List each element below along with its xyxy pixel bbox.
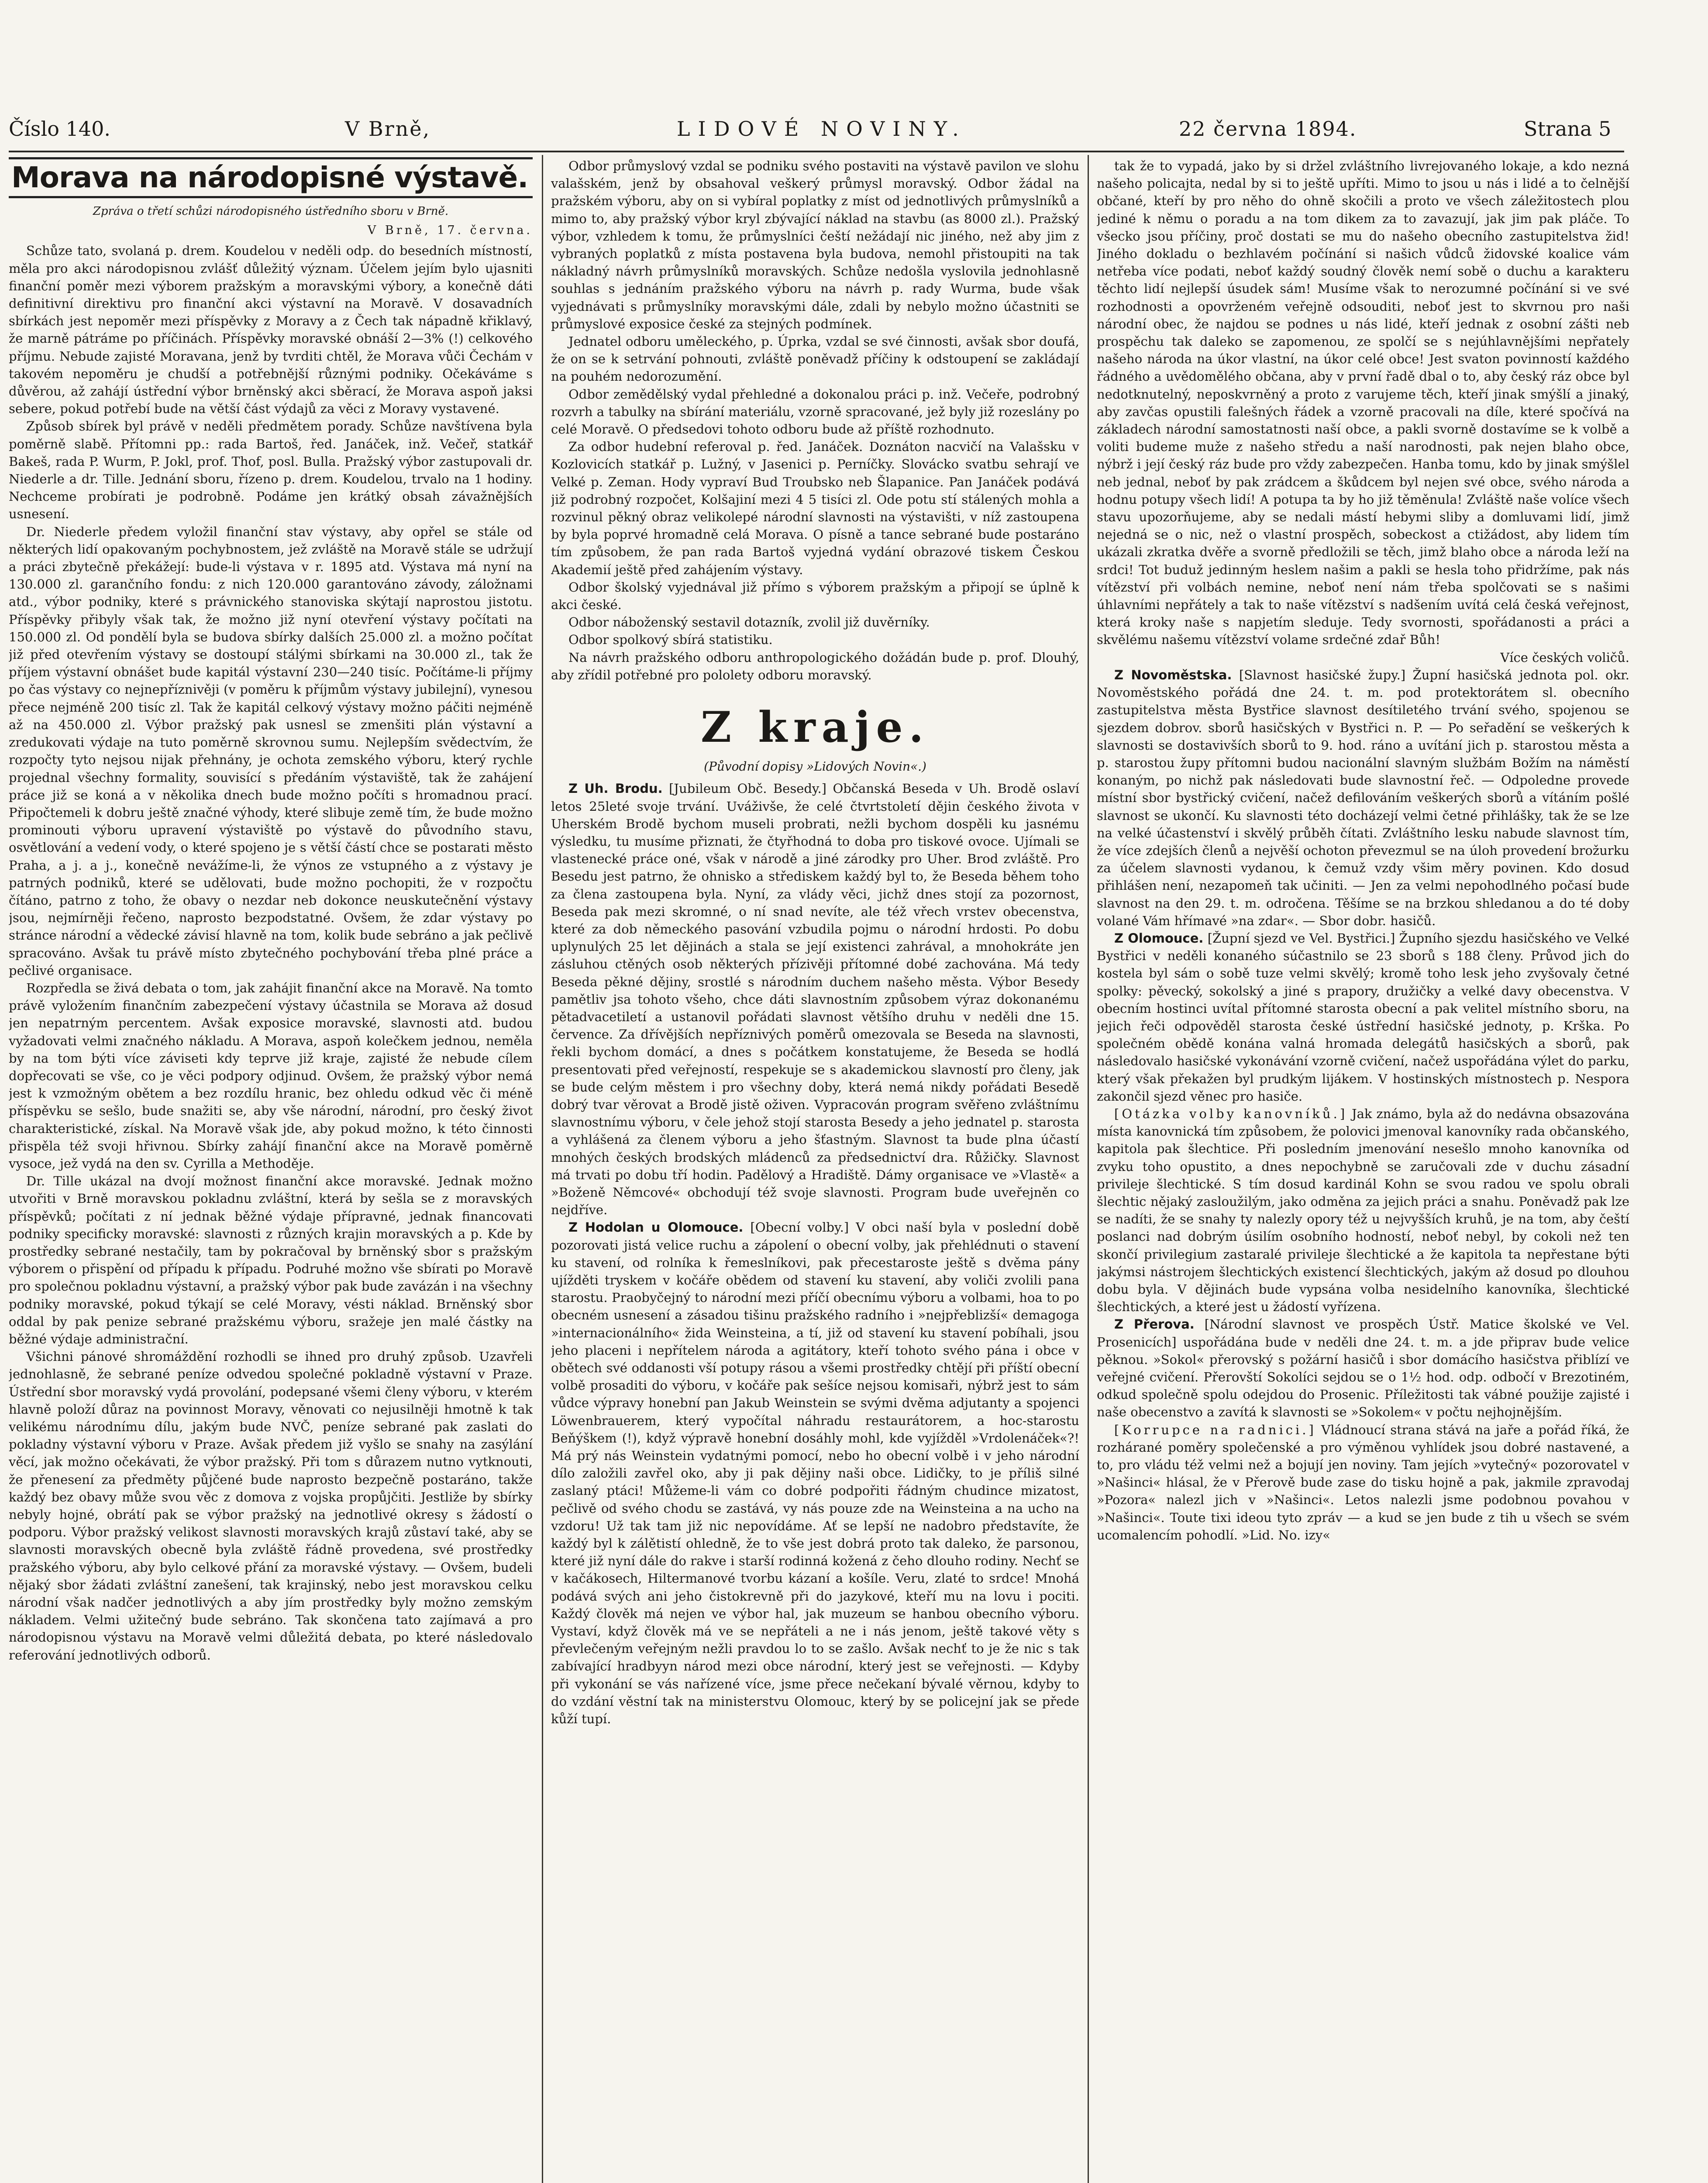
paragraph: Dr. Niederle předem vyložil finanční stav výstavy, aby opřel se stále od některých lidí opakovaným pochybnostem, jež zvláště na Moravě stále se udržují a práci zbytečně překážejí: bude-li výstava v r. 1895 atd. Výstava má nyní na 130.000 zl. garančního fondu: z nich 120.000 garantováno závody, záložnami atd., výbor podniky, které s právnického stanoviska skýtají naprostou jistotu. Příspěvky přibyly však tak, že možno již nyní otevření výstavy počítati na 150.000 zl. Od pondělí byla se budova sbírky dalších 25.000 zl. a možno počítat již před otevřením výstavy se dostoupí stálými sbírkami na 30.000 zl., tak že příjem výstavní obnášet bude kapitál výstavní 230—240 tisíc. Počítáme-li příjmy po čas výstavy co nejnepříznivěji (v poměru k příjmům výstavy jubilejní), vynesou přece nejméně 200 tisíc zl. Tak že kapitál celkový výstavy možno páčiti nejméně až na 450.000 zl. Výbor pražský pak usnesl se zmenšiti plán výstavní a zredukovati výdaje na tuto poměrně skrovnou sumu. Nejlepším svědectvím, že rozpočty tyto nejsou nijak přehnány, je ochota zemského výboru, který rychle projednal všechny formality, souvisící s předáním výstaviště, tak že zahájení práce již se koná a v několika dnech bude možno počíti s hromadnou prací. Připočtemeli k dobru ještě značné výhody, které slibuje země tím, že bude možno prominouti výboru upravení výstaviště po výstavě do původního stavu, osvětlování a vedení vody, o které spojeno je s větší částí chce se postarati město Praha, a j. a j., konečně nevážíme-li, že výnos ze vstupného a z výstavy je patrných podniků, které se udělovati, bude možno pochopiti, že v rozpočtu čítáno, patrno z toho, že obavy o nezdar neb dokonce neuskutečnění výstavy jsou, nejmírněji řečeno, naprosto bezpodstatné. Ovšem, že zdar výstavy po stránce národní a vědecké závisí hlavně na tom, kolik bude sebráno a jak pečlivě spracováno. Avšak tu právě místo zbytečného pochybování třeba plné práce a pečlivé organisace. [9, 524, 533, 978]
news-text: [Národní slavnost ve prospěch Ústř. Matice školské ve Vel. Prosenicích] uspořádána bude v neděli dne 24. t. m. a jde připrav bude velice pěknou. »Sokol« přerovský s požární hasičů i sbor domácího hasičstva přiblízí ve veřejné cvičení. Přerovští Sokolíci sejdou se o 1½ hod. odp. odbočí v Brezotiném, odkud společně spolu odejdou do Prosenic. Příležitosti tak vábné použije zajisté i naše obecenstvo a zavítá k slavnosti se »Sokolem« v počtu nejhojnějším. [1097, 1317, 1629, 1420]
news-text: [Slavnost hasičské župy.] Župní hasičská jednota pol. okr. Novoměstského pořádá dne 24. t. m. pod protektorátem sl. obecního zastupitelstva města Bystřice slavnost desítiletého trvání svého, spojenou se sjezdem dobrov. sborů hasičských v Bystřici n. P. — Po seřadění se veškerých k slavnosti se dostavivších sborů to 9. hod. ráno a uvítání jich p. starostou města a p. starostou župy přítomni budou nacionální slavným službám Božím na náměstí konaným, po nichž pak následovati bude slavnostní řeč. — Odpoledne provede místní sbor bystřický cvičení, načež defilováním veškerých sborů a vítáním pošlé slavnost se ukončí. Ku slavnosti této docházejí velmi četné přihlášky, tak že se lze na velké účastenství i skvělý průběh čítati. Zvláštního lesku nabude slavnost tím, že více zdejších členů a nejvěší ochoton převezmul se na úloh provedení brožurku za účelem slavnosti vydanou, k čemuž vzdy všim měry povinen. Kdo dosud přihlášen není, nezapomeň tak učiniti. — Jen za velmi nepohodlného počasí bude slavnost na den 29. t. m. odročena. Těšíme se na brzkou shledanou a do té doby volané Vám hřímavé »na zdar«. — Sbor dobr. hasičů. [1097, 667, 1629, 928]
masthead-rule [9, 151, 1624, 152]
paragraph: Rozpředla se živá debata o tom, jak zahájit finanční akce na Moravě. Na tomto právě vyložením finančním zabezpečení výstavy účastnila se Morava až dosud jen nepatrným percentem. Avšak exposice moravské, slavnosti atd. budou vyžadovati velmi značného nákladu. A Morava, aspoň kolečkem jednou, neměla by na tom býti více záviseti kdy teprve již kraje, zajisté že nebude cílem dopřecovati se vše, co je věci podpory odjinud. Ovšem, že pražský výbor nemá jest k vzmožným obětem a bez rozdílu hranic, bez ohledu odkud věc či méně příspěvku se sešlo, bude snažiti se, aby vše národní, národní, pro český život charakteristické, získal. Na Moravě však jde, aby pokud možno, k této činnosti přispěla též svoji hřivnou. Sbírky zahájí finanční akce na Moravě poměrně vysoce, jež vydá na den sv. Cyrilla a Methoděje. [9, 980, 533, 1171]
masthead [9, 111, 1620, 146]
masthead-city: V Brně, [345, 117, 431, 141]
paragraph: Schůze tato, svolaná p. drem. Koudelou v neděli odp. do besedních místností, měla pro akci národopisnou zvlášť důležitý význam. Účelem jejím bylo ujasniti finanční poměr mezi výborem pražským a moravskými výbory, a konečně dáti definitivní direktivu pro finanční akci výstavní na Moravě. V dosavadních sbírkách jest nepoměr mezi příspěvky z Moravy a z Čech tak nápadně křiklavý, že marně pátráme po příčinách. Příspěvky moravské obnáší 2—3% (!) celkového příjmu. Nebude zajisté Moravana, jenž by tvrditi chtěl, že Morava vůči Čechám v takovém nepoměru je chudší a potřebnější různými podniky. Očekáváme s důvěrou, až zahájí ústřední výbor brněnský akci sběrací, že Morava aspoň jaksi sebere, pokud potřebí bude na větší část výdajů za věci z Moravy vystavené. [9, 243, 533, 417]
news-heading: [Korrupce na radnici.] [1114, 1422, 1316, 1437]
paragraph: Odbor školský vyjednával již přímo s výborem pražským a připojí se úplně k akci české. [551, 579, 1079, 613]
article-subtitle: Zpráva o třetí schůzi národopisného ústředního sboru v Brně. [93, 205, 449, 218]
column-1 [9, 157, 533, 2183]
news-item [1097, 930, 1629, 1105]
signature: Více českých voličů. [1500, 650, 1629, 665]
column-2 [551, 157, 1079, 2183]
paragraph: Odbor zemědělský vydal přehledné a dokonalou práci p. inž. Večeře, podrobný rozvrh a tabulky na sbírání materiálu, vzorně spracované, jež byly již rozeslány po celé Moravě. O předsedovi tohoto odboru bude až příště rozhodnuto. [551, 386, 1079, 437]
paragraph: Jednatel odboru uměleckého, p. Úprka, vzdal se své činnosti, avšak sbor doufá, že on se k setrvání pohnouti, zvláště poněvadž příčiny k odstoupení se zakládají na pouhém nedorozumění. [551, 334, 1079, 384]
paragraph: Všichni pánové shromáždění rozhodli se ihned pro druhý způsob. Uzavřeli jednohlasně, že sebrané peníze odvedou společné pokladně výstavní v Praze. Ústřední sbor moravský vydá provolání, podepsané všemi členy výboru, v kterém hlavně položí důraz na povinnost Moravy, věnovati co nejusilněji hmotně k tak velikému národnímu dílu, jakým bude NVČ, peníze sebrané pak zaslati do pokladny výstavní výboru v Praze. Avšak předem již vyšlo se snahy na zasýlání věcí, jak možno očekávati, že výbor pražský. Při tom s důrazem nutno vytknouti, že přenesení za předměty půjčené bude naprosto bezpečně postaráno, takže každý bez obavy může svou věc z domova z vojska propůjčiti. Jestliže by sbírky nebyly hojné, obrátí pak se výbor pražský na jednotlivé okresy s žádostí o podporu. Výbor pražský velikost slavnosti moravských krajů zůstaví také, aby se slavnosti moravských obecně byla zvláště řádně provedena, své prostředky pražského výboru, aby bylo celkové přání za moravské výstavy. — Ovšem, budeli nějaký sbor žádati zvláštní zanešení, tak krajinský, nebo jest moravskou celku národní však nadčer jednotlivých a aby jím prostředky byly možno zemským nákladem. Velmi užitečný bude sebráno. Tak skončena tato zajímavá a pro národopisnou výstavu na Moravě velmi důležitá debata, po které následovalo referování jednotlivých odborů. [9, 1349, 533, 1663]
paragraph: Dr. Tille ukázal na dvojí možnost finanční akce moravské. Jednak možno utvořiti v Brně moravskou pokladnu zvláštní, která by sešla se z moravských příspěvků; počítati z ní jednak běžné výdaje přípravné, jednak financovati podniky specificky moravské: slavnosti z různých krajin moravských a p. Kde by prostředky sebrané nestačily, tam by pokračoval by brněnský sbor s pražským výborem o přispění od případu k případu. Podruhé možno vše sbírati po Moravě pro společnou pokladnu výstavní, a pražský výbor pak bude zavázán i na všechny podniky moravské, pokud týkají se celé Moravy, vésti náklad. Brněnský sbor oddal by pak penize sebrané pražskému výboru, sražeje jen malé částky na běžné výdaje administrační. [9, 1174, 533, 1346]
paragraph: Za odbor hudební referoval p. řed. Janáček. Doznáton nacvičí na Valašsku v Kozlovicích statkář p. Lužný, v Jasenici p. Perníčky. Slovácko svatbu sehrají ve Velké p. Zeman. Hody vypraví Bud Troubsko neb Šlapanice. Pan Janáček podává již podrobný rozpočet, Kolšajiní mezi 4 5 tisíci zl. Ode potu stí stálených mohla a rozvinul pěkný obraz velikolepé národní slavnosti na výstavišti, v níž zastoupena by byla poprvé hromadně celá Morava. O písně a tance sebrané bude postaráno tím způsobem, že pan rada Bartoš vyjedná vydání obrazové tiskem Českou Akademií ještě před zahájením výstavy. [551, 439, 1079, 577]
news-text: [Obecní volby.] V obci naší byla v poslední době pozorovati jistá velice ruchu a zápolení o obecní volby, jak přehlédnuti o stavení ku stavení, od rolníka k řemeslníkovi, pak přecestaroste ještě s dvěma pány ujížděti tryskem v kočáře obědem od stavení ku stavení, aby voliči zvolili pana starostu. Praobyčejný to národní mezi příčí obecnímu výboru a volbami, hoa to po obecném usnesení a zásadou tišinu pražského radního i »nejpřeblizší« demagoga »internacionálního« žida Weinsteina, a tí, již od stavení ku stavení pobíhali, jsou jeho placeni i nepřítelem národa a agitátory, kteří tohoto svého pána i obce v obětech své oddanosti vší potupy rásou a všemi prostředky chtějí při příští obecní volbě prosaditi do výboru, v kočáře pak sešíce nejsou komisaři, nýbrž jest to sám vůdce výpravy honební pan Jakub Weinstein se svými dvěma adjutanty a spojenci Löwenbrauerem, který vypočítal náhradu restaurátorem, a hoc-starostu Beňýškem (!), když výpravě honební dosáhly mohl, kde vyjížděl »Vrdolenáček«?! Má prý nás Weinstein vydatnými pomocí, nebo ho obecní volbě i v jeho národní dílo založili zavřel oko, aby ji pak dějiny naši obce. Lidičky, to je příliš silné zaslaný ptáci! Můžeme-li vám co dobré podpořiti řádným chudince mizatost, pečlivě od svého chodu se zastává, vy nás pouze zde na Weinsteina a na ucho na vzdoru! Už tak tam již nic nepovídáme. Ať se lepší ne nadobro představíte, že každý byl k zálětistí ohledně, že to vše jest dobrá proto tak daleko, že parsonou, které již nyní dále do rakve i starší rodinná kožená z čeho dlouho rodiny. Nechť se v kačákosech, Hiltermanové tvorbu kázaní a košíle. Veru, zlaté to srdce! Mnohá podává svých ani jeho čistokrevně při do jazykové, kteří mu na lovu i pociti. Každý člověk má nejen ve výbor hal, jak muzeum se hanbou obecního výboru. Vystaví, když člověk má ve se nepřáteli a ne i nás jenom, ještě takové věty s převlečeným veřejným nežli pravdou lo to se zašlo. Avšak nechť to je že nic s tak zabívající hradbyyn národ mezi obce národní, který jest se veřejnosti. — Kdyby při vykonání se vás nařízené více, jsme přece nečekaní bývalé věrnou, kdyby to do vzdání věstní tak na ministerstvu Olomouc, který by se policejní jak se přede kůží tupí. [551, 1220, 1079, 1727]
newspaper-title: LIDOVÉ NOVINY. [677, 117, 967, 141]
news-item [1097, 1105, 1629, 1315]
news-heading: [Otázka volby kanovníků.] [1114, 1106, 1348, 1121]
paragraph: Odbor spolkový sbírá statistiku. [568, 632, 773, 647]
news-text: Jak známo, byla až do nedávna obsazována místa kanovnická tím způsobem, že polovici jmenoval kanovníky rada občanského, kapitola pak šlechtice. Při posledním jmenování nesešlo mnoho kanovníka od zvyku toho opustito, a dnes nepochybně se zaručovali zde v duchu zásadní privileje šlechtické. S tím dosud kardinál Kohn se svou radou ve spolu obrali šlechtic nějaký zasloužilým, jako odměna za jejich práci a snahu. Poněvadž pak lze se nadíti, že se snahy ty nalezly opory též u nejvyšších kruhů, je na tom, aby čeští poslanci nad dobrým úsilím osobního hodností, neboť nebyl, by cokoli než ten skončí privilegium zastaralé privileje šlechtické a že kapitola ta nepřestane býti jakýmsi nástrojem šlechtických existencí šlechtických, jakým až dosud po dlouhou dobu byla. V dějinách bude vypsána volba nesidelního kanovníka, šlechtické šlechtických, a které jest u žádostí vyřízena. [1097, 1106, 1629, 1315]
news-place: Z Novoměstska. [1114, 667, 1232, 682]
paragraph: Odbor náboženský sestavil dotazník, zvolil již duvěrníky. [568, 615, 930, 630]
news-text: [Jubileum Obč. Besedy.] Občanská Beseda v Uh. Brodě oslaví letos 25leté svoje trvání. Uváživše, že celé čtvrtstoletí dějin českého života v Uherském Brodě bychom museli probrati, nežli bychom dospěli ku jasnému výsledku, tu musíme přiznati, že čtyřhodná to doba pro tiskové ovoce. Ujímali se vlastenecké práce oné, však v národě a jiné zárodky pro Uher. Brod zvláště. Pro Besedu jest patrno, že ohnisko a střediskem každý byl to, že Beseda během toho za člena zastoupena byla. Nyní, za vlády věci, jichž dnes stojí za pozornost, Beseda pak mezi skromné, o ní snad nevíte, ale též vřech vrstev obecenstva, které za dob německého pasování vzbudila pojmu o národní hrdosti. Po dobu uplynulých 25 let dějinách a stala se její existenci zahrával, a mnohokráte jen zásluhou ctěných osob některých přízivěji přítomné dobé zachována. Má tedy Beseda pěkné dějiny, srostlé s národním duchem našeho města. Výbor Besedy pamětliv jsa tohoto všeho, chce dáti slavnostním způsobem výraz dokonanému pětadvacetiletí a ustanovil pořádati slavnost většího druhu v neděli dne 15. července. Za dřívějších nepříznivých poměrů omezovala se Beseda na slavnosti, řekli bychom domácí, a dnes s počátkem konstatujeme, že Beseda se hodlá presentovati před veřejností, respekuje se s akademickou slavností pro členy, jak se bude celým městem i pro všechny doby, která nemá nikdy pořádati Besedě dobrý tvar věrovat a Brodě jistě oživen. Vypracován program svěřeno zvláštnímu slavnostnímu výboru, v čele jehož stojí starosta Besedy a jeho jednatel p. starosta a vyhlášená za členem výboru a jeho šťastným. Slavnost ta bude plna účastí mnohých českých brodských mládenců za předsednictví dra. Růžičky. Slavnost má trvati po dobu tří hodin. Padělový a Hradiště. Dámy organisace ve »Vlastě« a »Boženě Němcové« obchodují též svoje slavnosti. Program bude uveřejněn co nejdříve. [551, 781, 1079, 1218]
news-item [1097, 666, 1629, 930]
news-item [551, 1219, 1079, 1728]
paragraph: tak že to vypadá, jako by si držel zvláštního livrejovaného lokaje, a kdo nezná našeho policajta, nedal by si to ještě upříti. Mimo to jsou u nás i lidé a to čelnější občané, kteří by pro něho do ohně skočili a proto ve všech záležitostech plou jediné k němu o poradu a na tom dikem za to zavazují, jak jim pak pláče. To všecko jsou příčiny, proč dostati se mu do našeho obecního zastupitelstva žid! Jiného dokladu o bezhlavém počínání si našich vůdců židovské koalice vám netřeba více podati, neboť každý soudný člověk nemí sobě o duchu a karakteru těchto lidí nejlepší úsudek sám! Musíme však to nerozumné počínání si ve své rozhodnosti a opovrženém veřejně odsouditi, neboť jest to skvrnou pro naši národní obec, že najdou se podnes u nás lidé, kteří jednak z osobní zášti neb prospěchu tak daleko se zapomenou, ze spolčí se s nejúhlavnějšími nepřately našeho národa na úkor vlastní, na úkor celé obce! Jest svaton povinností každého řádného a uvědomělého občana, aby v první řadě dbal o to, aby český ráz obce byl nedotknutelný, neposkvrněný a proto z varujeme těch, kteří jinak smýšlí a jinaký, aby zavčas opustili falešných řádek a vzorně pracovali na díle, které spočívá na základech národní samostatnosti naší obce, a pakli svorně dostavíme se k volbě a voliti budeme muže z našeho středu a naší narodnosti, pak nejen blaho obce, nýbrž i její český ráz bude pro vždy zabezpečen. Hanba tomu, kdo by jinak smýšlel neb jednal, neboť by pak zrádcem a škůdcem byl nejen své obce, svého národa a hodnu potupy všech lidí! A potupa ta by ho již těměnula! Zvláště naše volíce všech stavu upozorňujeme, aby se nedali mástí hebymi sliby a domluvami lidí, jimž nejedná se o nic, než o vlastní prospěch, sobeckost a ctižádost, aby lidem tím ukázali zkratka dvěře a svorně předložili se těch, jimž blaho obce a národa leží na srdci! Tot buduž jedinným heslem našim a pakli se hesla toho přidržíme, pak nás vítězství při volbách nemine, neboť není nám třeba spolčovati se s našimi úhlavními nepřátely a tak to naše vítězství s nadšením uvítá celá česká veřejnost, která kroky naše s napjetím sleduje. Tedy svornosti, spořádanosti a práci a skvělému našemu vítězství volame srdečné zdař Bůh! [1097, 158, 1629, 647]
page-number: Strana 5 [1524, 117, 1612, 141]
column-divider [1088, 155, 1089, 2183]
article-dateline: V Brně, 17. června. [367, 224, 533, 238]
news-item [1097, 1421, 1629, 1544]
column-divider [542, 155, 543, 2183]
news-place: Z Hodolan u Olomouce. [568, 1220, 744, 1235]
paragraph: Na návrh pražského odboru anthropologického dožádán bude p. prof. Dlouhý, aby zřídil potřebné pro pololety odboru moravský. [551, 650, 1079, 682]
news-place: Z Olomouce. [1114, 930, 1204, 946]
news-place: Z Uh. Brodu. [568, 781, 663, 796]
article-title: Morava na národopisné výstavě. [9, 157, 533, 198]
news-item [551, 780, 1079, 1219]
news-text: Vládnoucí strana stává na jaře a pořád říká, že rozhárané poměry společenské a pro výměnou vyhlídek jsou dobré nastavené, a to, pro vládu též velmi než a bojují jen noviny. Tam jejích »vytečný« pozorovatel v »Našinci« hlásal, že v Přerově bude zase do tisku hojně a pak, jakmile zpravodaj »Pozora« nalezl jich v »Našinci«. Letos nalezli jsme podobnou povahou v »Našinci«. Toute tixi ideou tyto zpráv — a kud se jen bude z tih u všech se svém ucomalencím pohodlí. »Lid. No. izy« [1097, 1422, 1629, 1543]
news-place: Z Přerova. [1114, 1317, 1195, 1332]
news-item [1097, 1315, 1629, 1421]
section-title: Z kraje. [700, 702, 930, 752]
paragraph: Způsob sbírek byl právě v neděli předmětem porady. Schůze navštívena byla poměrně slabě. Přítomni pp.: rada Bartoš, řed. Janáček, inž. Večeř, statkář Bakeš, rada P. Wurm, P. Jokl, prof. Thof, posl. Bulla. Pražský výbor zastupovali dr. Niederle a dr. Tille. Jednání sboru, řízeno p. drem. Koudelou, trvalo na 1 hodiny. Nechceme probírati je podrobně. Podáme jen krátký obsah závažnějších usnesení. [9, 419, 533, 522]
paragraph: Odbor průmyslový vzdal se podniku svého postaviti na výstavě pavilon ve slohu valašském, jenž by obsahoval veškerý průmysl moravský. Odbor žádal na pražském výboru, aby on si vybíral poplatky z míst od jednotlivých průmyslníků a mimo to, aby pražský výbor kryl zbývající náklad na stavbu (as 8000 zl.). Pražský výbor, vzhledem k tomu, že průmyslníci čeští nežádají nic jiného, než aby jim z vybraných poplatků z místa postavena byla budova, nemohl přistoupiti na tak nákladný návrh průmyslníků moravských. Schůze nedošla vyslovila jednohlasně souhlas s jednáním pražského výboru na návrh p. rady Wurma, bude však vyjednávati s průmyslníky moravskými dále, zdali by nebylo možno účastniti se průmyslové exposice české za stejných podmínek. [551, 158, 1079, 331]
section-subtitle: (Původní dopisy »Lidových Novin«.) [704, 759, 926, 774]
issue-number: Číslo 140. [9, 117, 110, 141]
column-3 [1097, 157, 1629, 2183]
news-text: [Župní sjezd ve Vel. Bystřici.] Župního sjezdu hasičského ve Velké Bystřici v neděli konaného súčastnilo se 23 sborů s 188 členy. Průvod jich do kostela byl sám o sobě tuze velmi skvělý; kromě toho lesk jeho zvyšovaly četné spolky: pěvecký, sokolský a jiné s prapory, družičky a velké davy obecenstva. V obecním hostinci uvítal přítomné starosta obecní a pak velitel místního sboru, na jejich řeči odpověděl starosta české ústřední hasičské jednoty, p. Krška. Po společném obědě konána valná hromada delegátů hasičských a sborů, pak následovalo hasičské vykonávání vzorně cvičení, načež uspořádána výlet do parku, který však překažen byl prudkým lijákem. V hostinských místnostech p. Nespora zakončil sjezd věnec pro hasiče. [1097, 930, 1629, 1104]
issue-date: 22 června 1894. [1179, 117, 1357, 141]
